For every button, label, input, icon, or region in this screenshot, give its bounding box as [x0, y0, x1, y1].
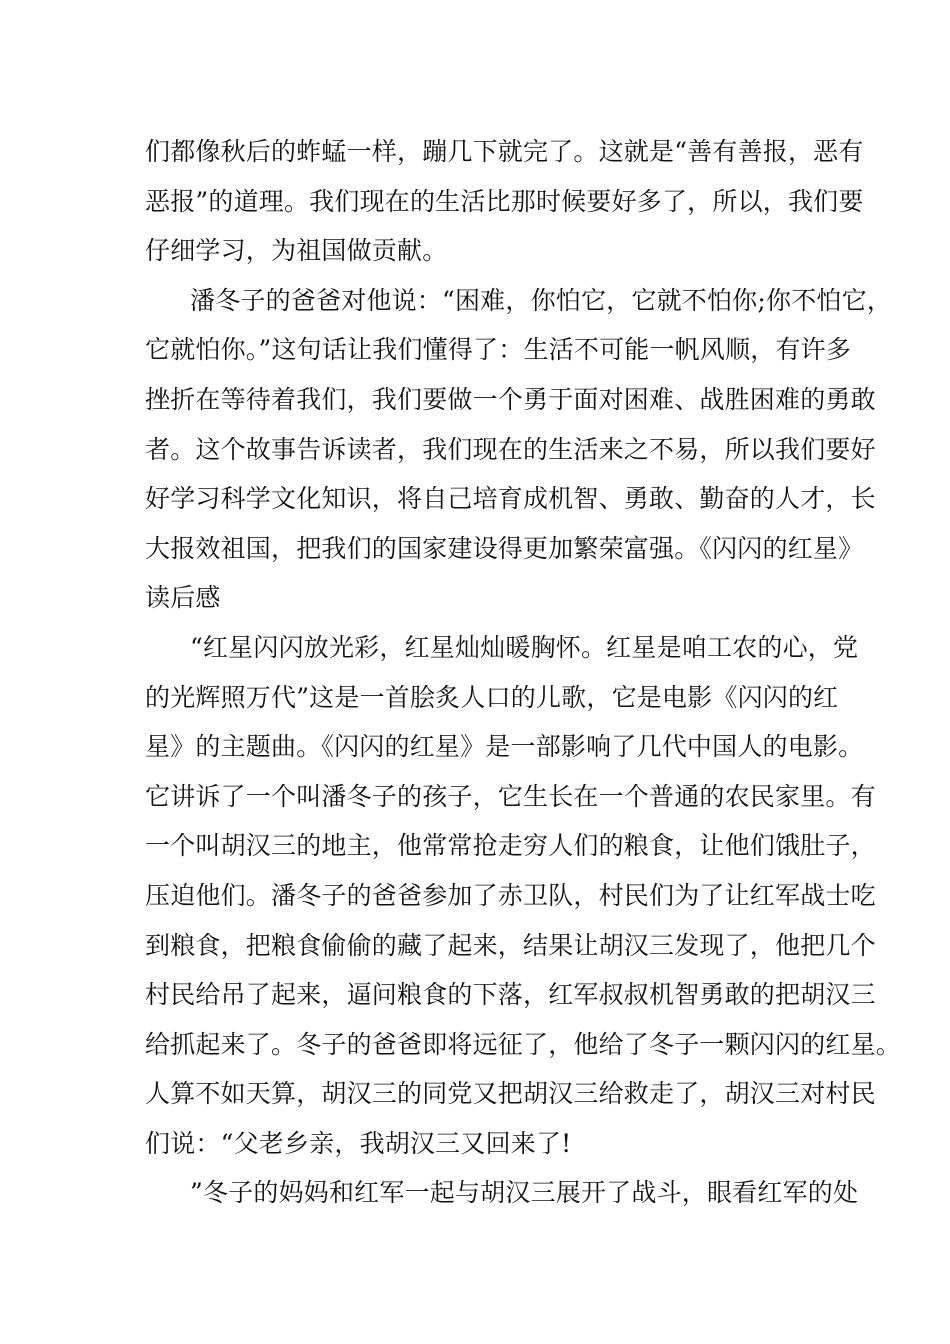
text-line-22: ”冬子的妈妈和红军一起与胡汉三展开了战斗，眼看红军的处	[190, 1178, 859, 1208]
text-line-19: 给抓起来了。冬子的爸爸即将远征了，他给了冬子一颗闪闪的红星。	[145, 1029, 902, 1059]
text-line-17: 到粮食，把粮食偷偷的藏了起来，结果让胡汉三发现了，他把几个	[145, 930, 876, 960]
text-line-9: 大报效祖国，把我们的国家建设得更加繁荣富强。《闪闪的红星》	[145, 533, 864, 563]
text-line-4: 潘冬子的爸爸对他说：“困难，你怕它，它就不怕你;你不怕它，	[190, 285, 893, 315]
text-line-7: 者。这个故事告诉读者，我们现在的生活来之不易，所以我们要好	[145, 434, 876, 464]
text-line-16: 压迫他们。潘冬子的爸爸参加了赤卫队，村民们为了让红军战士吃	[145, 880, 876, 910]
text-line-5: 它就怕你。”这句话让我们懂得了：生活不可能一帆风顺，有许多	[145, 335, 852, 365]
text-line-10: 读后感	[145, 583, 221, 613]
text-line-14: 它讲诉了一个叫潘冬子的孩子，它生长在一个普通的农民家里。有	[145, 781, 876, 811]
text-line-21: 们说：“父老乡亲，我胡汉三又回来了!	[145, 1128, 572, 1158]
text-line-8: 好学习科学文化知识，将自己培育成机智、勇敢、勤奋的人才，长	[145, 484, 876, 514]
text-line-13: 星》的主题曲。《闪闪的红星》是一部影响了几代中国人的电影。	[145, 732, 864, 762]
text-line-20: 人算不如天算，胡汉三的同党又把胡汉三给救走了，胡汉三对村民	[145, 1079, 876, 1109]
text-line-12: 的光辉照万代”这是一首脍炙人口的儿歌，它是电影《闪闪的红	[145, 682, 839, 712]
text-line-6: 挫折在等待着我们，我们要做一个勇于面对困难、战胜困难的勇敢	[145, 384, 876, 414]
text-line-15: 一个叫胡汉三的地主，他常常抢走穷人们的粮食，让他们饿肚子，	[145, 831, 876, 861]
text-line-3: 仔细学习，为祖国做贡献。	[145, 236, 448, 266]
text-line-11: “红星闪闪放光彩，红星灿灿暖胸怀。红星是咱工农的心，党	[190, 632, 859, 662]
text-line-18: 村民给吊了起来，逼问粮食的下落，红军叔叔机智勇敢的把胡汉三	[145, 980, 876, 1010]
text-line-1: 们都像秋后的蚱蜢一样，蹦几下就完了。这就是“善有善报，恶有	[145, 137, 864, 166]
body-text	[145, 134, 902, 1225]
text-line-2: 恶报”的道理。我们现在的生活比那时候要好多了，所以，我们要	[145, 186, 864, 216]
